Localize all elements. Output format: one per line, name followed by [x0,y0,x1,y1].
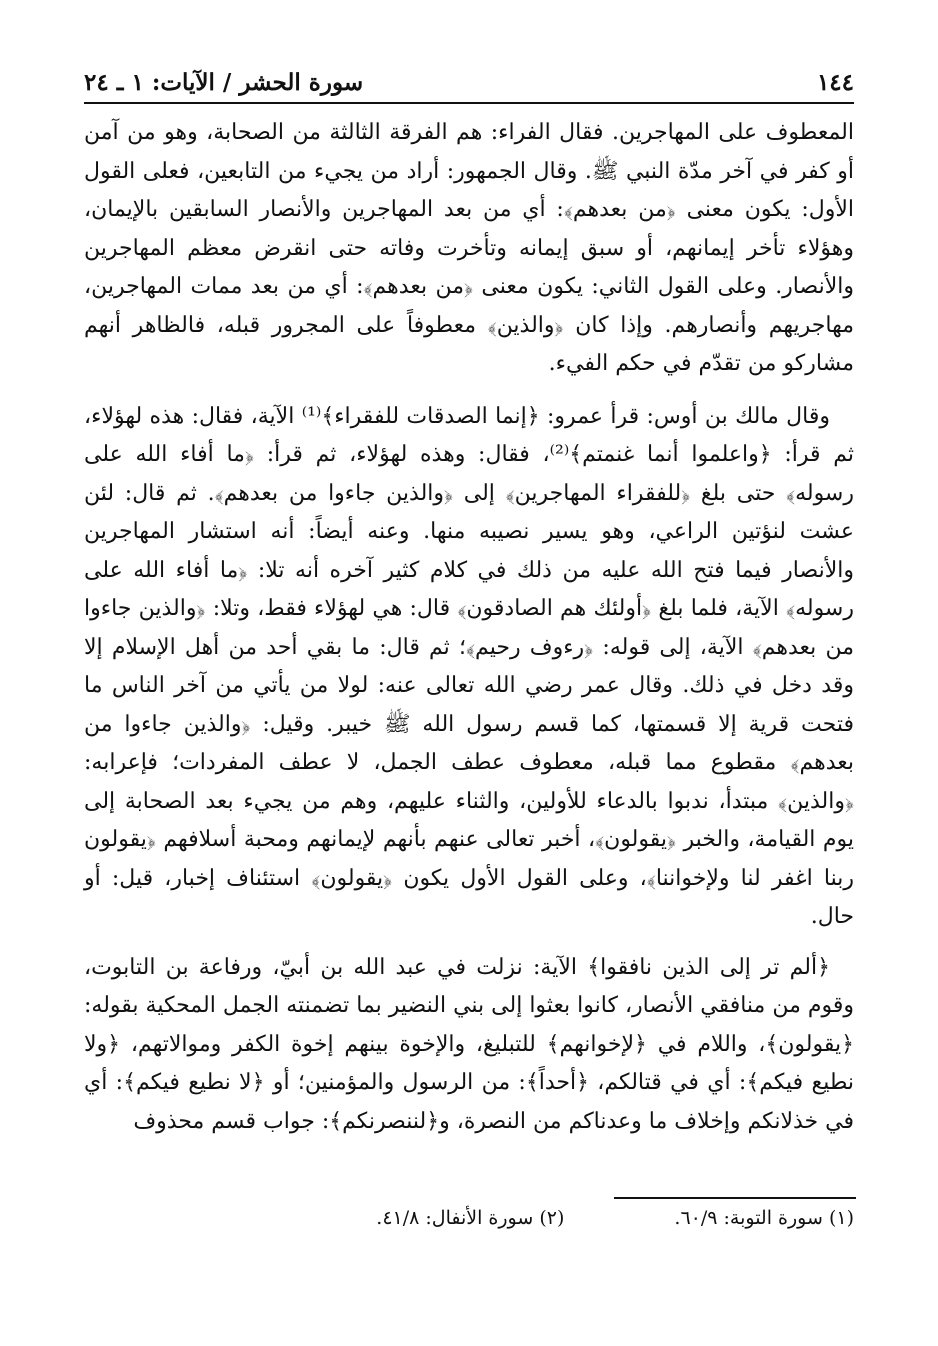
footnote-1: (١) سورة التوبة: ٦٠/٩. [674,1207,854,1229]
paragraph-3: ﴿ألم تر إلى الذين نافقوا﴾ الآية: نزلت في عبد الله بن أبيّ، ورفاعة بن التابوت، وقوم من منافقي الأنصار، كانوا بعثوا إلى بني النضير بما تضمنته الجمل المحكية بقوله: ﴿يقولون﴾، واللام في ﴿لإخوانهم﴾ للتبليغ، والإخوة بينهم إخوة الكفر وموالاتهم، ﴿ولا نطيع فيكم﴾: أي في قتالكم، ﴿أحداً﴾: من الرسول والمؤمنين؛ أو ﴿لا نطيع فيكم﴾: أي في خذلانكم وإخلاف ما وعدناكم من النصرة، و﴿لننصرنكم﴾: جواب قسم محذوف [84,954,854,1134]
page-number: ١٤٤ [816,68,854,96]
footnote-2: (٢) سورة الأنفال: ٤١/٨. [376,1207,565,1229]
main-text [84,114,854,1153]
running-title: سورة الحشر / الآيات: ١ ـ ٢٤ [84,68,364,96]
footnotes [84,1207,854,1229]
paragraph-1: المعطوف على المهاجرين. فقال الفراء: هم الفرقة الثالثة من الصحابة، وهو من آمن أو كفر في آخر مدّة النبي ﷺ. وقال الجمهور: أراد من يجيء من التابعين، فعلى القول الأول: يكون معنى ﴿من بعدهم﴾: أي من بعد المهاجرين والأنصار السابقين بالإيمان، وهؤلاء تأخر إيمانهم، أو سبق إيمانه وتأخرت وفاته حتى انقرض معظم المهاجرين والأنصار. وعلى القول الثاني: يكون معنى ﴿من بعدهم﴾: أي من بعد ممات المهاجرين، مهاجريهم وأنصارهم. وإذا كان ﴿والذين﴾ معطوفاً على المجرور قبله، فالظاهر أنهم مشاركو من تقدّم في حكم الفيء. [84,120,854,376]
paragraph-2: وقال مالك بن أوس: قرأ عمرو: ﴿إنما الصدقات للفقراء﴾⁽¹⁾ الآية، فقال: هذه لهؤلاء، ثم قرأ: ﴿واعلموا أنما غنمتم﴾⁽²⁾، فقال: وهذه لهؤلاء، ثم قرأ: ﴿ما أفاء الله على رسوله﴾ حتى بلغ ﴿للفقراء المهاجرين﴾ إلى ﴿والذين جاءوا من بعدهم﴾. ثم قال: لئن عشت لنؤتين الراعي، وهو يسير نصيبه منها. وعنه أيضاً: أنه استشار المهاجرين والأنصار فيما فتح الله عليه من ذلك في كلام كثير آخره أنه تلا: ﴿ما أفاء الله على رسوله﴾ الآية، فلما بلغ ﴿أولئك هم الصادقون﴾ قال: هي لهؤلاء فقط، وتلا: ﴿والذين جاءوا من بعدهم﴾ الآية، إلى قوله: ﴿رءوف رحيم﴾؛ ثم قال: ما بقي أحد من أهل الإسلام إلا وقد دخل في ذلك. وقال عمر رضي الله تعالى عنه: لولا من يأتي من آخر الناس ما فتحت قرية إلا قسمتها، كما قسم رسول الله ﷺ خيبر. وقيل: ﴿والذين جاءوا من بعدهم﴾ مقطوع مما قبله، معطوف عطف الجمل، لا عطف المفردات؛ فإعرابه: ﴿والذين﴾ مبتدأ، ندبوا بالدعاء للأولين، والثناء عليهم، وهم من يجيء بعد الصحابة إلى يوم القيامة، والخبر ﴿يقولون﴾، أخبر تعالى عنهم بأنهم لإيمانهم ومحبة أسلافهم ﴿يقولون ربنا اغفر لنا ولإخواننا﴾، وعلى القول الأول يكون ﴿يقولون﴾ استئناف إخبار، قيل: أو حال. [84,403,855,929]
footnote-divider [614,1197,856,1199]
page-header [84,62,854,104]
